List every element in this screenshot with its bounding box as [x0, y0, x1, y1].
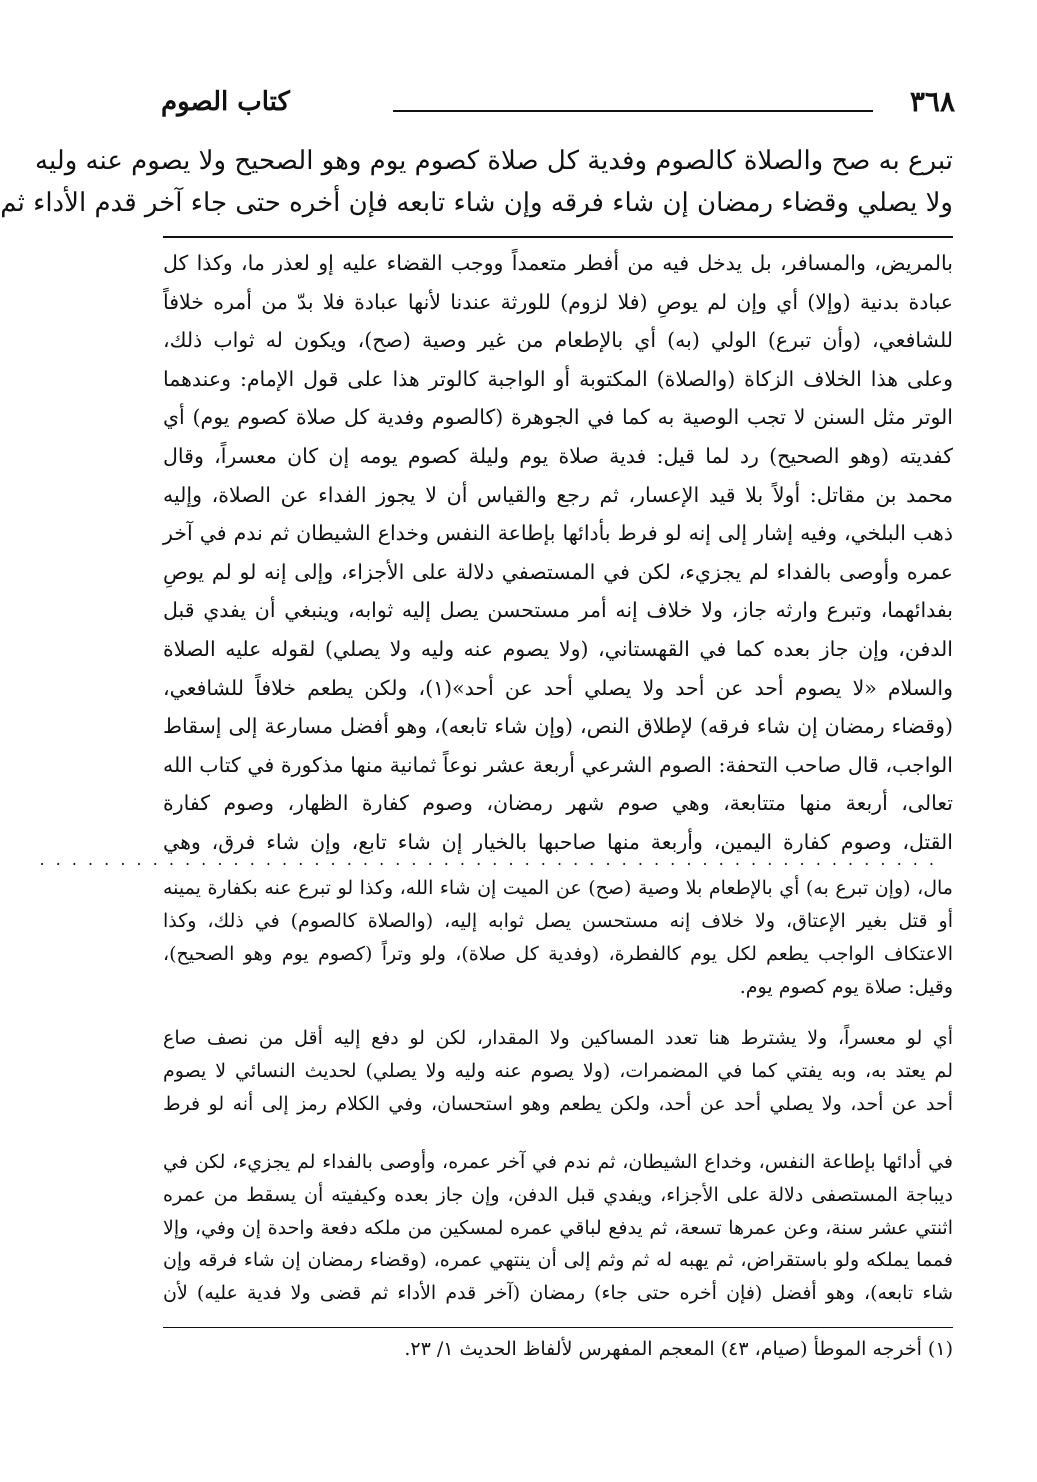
gloss-block-2: [163, 1022, 953, 1121]
commentary-line: بفدائهما، وتبرع وارثه جاز، ولا خلاف إنه أمر مستحسن يصل إليه ثوابه، وينبغي أن يفدي قبل: [163, 598, 953, 623]
gloss-line: شاء تابعه)، وهو أفضل (فإن أخره حتى جاء) رمضان (آخر قدم الأداء ثم قضى ولا فدية عليه) لأن: [163, 1282, 953, 1305]
gloss-line: اثنتي عشر سنة، وعن عمرها تسعة، ثم يدفع لباقي عمره لمسكين من ملكه دفعة واحدة إن وفي، وإلا: [163, 1216, 953, 1239]
running-head: [161, 82, 955, 130]
gloss-line: أحد عن أحد، ولا يصلي أحد عن أحد، ولكن يطعم وهو استحسان، وفي الكلام رمز إلى أنه لو فرط: [163, 1093, 953, 1115]
main-text-line: تبرع به صح والصلاة كالصوم وفدية كل صلاة كصوم يوم وهو الصحيح ولا يصوم عنه وليه: [35, 146, 953, 176]
gloss-block-3: [163, 1146, 953, 1310]
commentary-line: وعلى هذا الخلاف الزكاة (والصلاة) المكتوبة أو الواجبة كالوتر هذا على قول الإمام: وعندهما: [163, 366, 953, 391]
main-text-line: ولا يصلي وقضاء رمضان إن شاء فرقه وإن شاء تابعه فإن أخره حتى جاء آخر قدم الأداء ثم: [0, 188, 953, 218]
footnote-rule: [163, 1327, 953, 1328]
commentary-line: ذهب البلخي، وفيه إشار إلى إنه لو فرط بأدائها بإطاعة النفس وخداع الشيطان ثم ندم في آخر: [163, 521, 953, 546]
page-number: ٣٦٨: [909, 85, 955, 118]
commentary-line: عمره وأوصى بالفداء لم يجزيء، لكن في المستصفي دلالة على الأجزاء، وإلى إنه لو لم يوصِ: [163, 559, 953, 584]
commentary-line: (وقضاء رمضان إن شاء فرقه) لإطلاق النص، (وإن شاء تابعه)، وهو أفضل مسارعة إلى إسقاط: [163, 714, 953, 739]
gloss-line: ديباجة المستصفى دلالة على الأجزاء، ويفدي قبل الدفن، وإن جاز بعده وكيفيته أن يسقط من عمره: [163, 1183, 953, 1206]
commentary-line: القتل، وصوم كفارة اليمين، وأربعة منها صاحبها بالخيار إن شاء تابع، وإن شاء فرق، وهي: [163, 829, 953, 854]
gloss-line: وقيل: صلاة يوم كصوم يوم.: [739, 976, 953, 998]
gloss-line: مال، (وإن تبرع به) أي بالإطعام بلا وصية (صح) عن الميت إن شاء الله، وكذا لو تبرع عنه بكفارة يمينه: [163, 877, 953, 899]
gloss-line: فمما يملكه ولو باستقراض، ثم يهبه له ثم وثم إلى أن ينتهي عمره، (وقضاء رمضان إن شاء فرقه وإن: [163, 1249, 953, 1272]
header-rule: [393, 110, 873, 112]
commentary-line: محمد بن مقاتل: أولاً بلا قيد الإعسار، ثم رجع والقياس أن لا يجوز الفداء عن الصلاة، وإليه: [163, 482, 953, 507]
gloss-line: في أدائها بإطاعة النفس، وخداع الشيطان، ثم ندم في آخر عمره، وأوصى بالفداء لم يجزيء، لكن في: [163, 1151, 953, 1173]
footnote: (١) أخرجه الموطأ (صيام، ٤٣) المعجم المفهرس لألفاظ الحديث ١/ ٢٣.: [404, 1338, 953, 1360]
commentary-line: الوتر مثل السنن لا تجب الوصية به كما في الجوهرة (كالصوم وفدية كل صلاة كصوم يوم) أي: [163, 405, 953, 430]
commentary: [163, 244, 953, 862]
main-text: [0, 140, 953, 224]
commentary-line: عبادة بدنية (وإلا) أي وإن لم يوصِ (فلا لزوم) للورثة عندنا لأنها عبادة فلا بدّ من أمره خلافاً: [163, 289, 953, 314]
gloss-block-1: [163, 872, 953, 1004]
commentary-line: الواجب، قال صاحب التحفة: الصوم الشرعي أربعة عشر نوعاً ثمانية منها مذكورة في كتاب الله: [163, 752, 953, 777]
commentary-line: الدفن، وإن جاز بعده كما في القهستاني، (ولا يصوم عنه وليه ولا يصلي) لقوله عليه الصلاة: [163, 636, 953, 661]
gloss-line: الاعتكاف الواجب يطعم لكل يوم كالفطرة، (وفدية كل صلاة)، ولو وتراً (كصوم يوم وهو الصحيح)،: [163, 943, 953, 965]
dotted-separator: . . . . . . . . . . . . . . . . . . . . . . . . . . . . . . . . . . . . . . . . . . . . . . . . . . . . . . . .: [39, 850, 937, 869]
commentary-line: والسلام «لا يصوم أحد عن أحد ولا يصلي أحد عن أحد»(١)، ولكن يطعم خلافاً للشافعي،: [163, 675, 953, 700]
main-text-rule: [163, 236, 953, 238]
gloss-line: لم يعتد به، وبه يفتي كما في المضمرات، (ولا يصوم عنه وليه ولا يصلي) لحديث النسائي لا يصوم: [163, 1060, 953, 1082]
commentary-line: للشافعي، (وأن تبرع) الولي (به) أي بالإطعام من غير وصية (صح)، ويكون له ثواب ذلك،: [163, 328, 953, 353]
gloss-line: أو قتل بغير الإعتاق، ولا خلاف إنه مستحسن يصل ثوابه إليه، (والصلاة كالصوم) في ذلك، وكذا: [163, 910, 953, 932]
commentary-line: كفديته (وهو الصحيح) رد لما قيل: فدية صلاة يوم وليلة كصوم يومه إن كان معسراً، وقال: [163, 443, 953, 468]
commentary-line: تعالى، أربعة منها متتابعة، وهي صوم شهر رمضان، وصوم كفارة الظهار، وصوم كفارة: [163, 791, 953, 816]
gloss-line: أي لو معسراً، ولا يشترط هنا تعدد المساكين ولا المقدار، لكن لو دفع إليه أقل من نصف صاع: [163, 1027, 953, 1049]
running-title: كتاب الصوم: [161, 87, 290, 117]
commentary-line: بالمريض، والمسافر، بل يدخل فيه من أفطر متعمداً ووجب القضاء عليه إو لعذر ما، وكذا كل: [163, 251, 953, 275]
